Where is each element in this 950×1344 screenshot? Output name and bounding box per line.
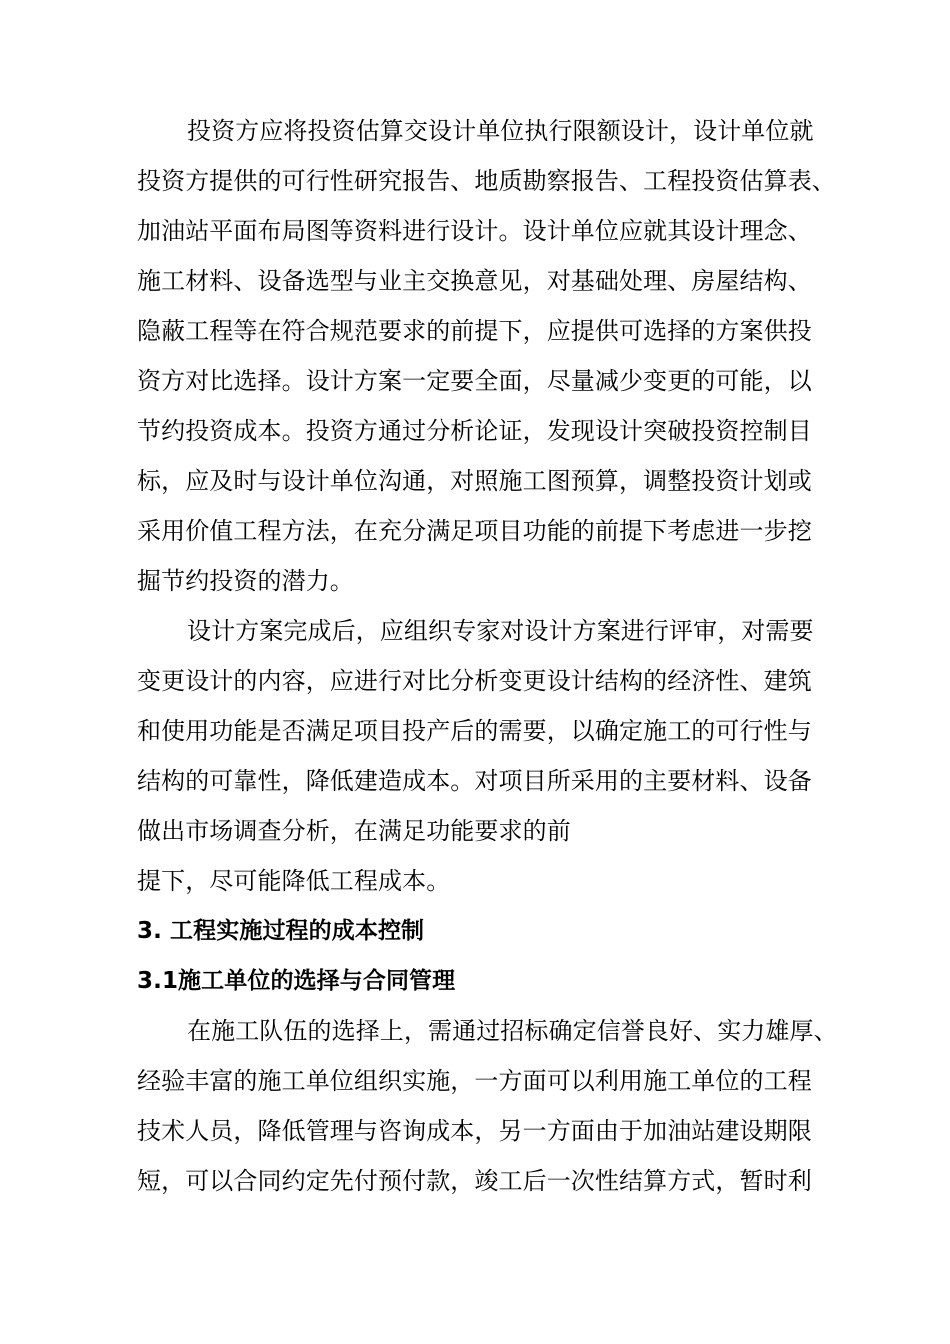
paragraph-3-line-4: 短，可以合同约定先付预付款，竣工后一次性结算方式，暂时利 [137, 1167, 812, 1195]
section-heading-3: 3. 工程实施过程的成本控制 [137, 918, 425, 944]
paragraph-1-line-3: 加油站平面布局图等资料进行设计。设计单位应就其设计理念、 [137, 217, 812, 245]
paragraph-1-line-5: 隐蔽工程等在符合规范要求的前提下，应提供可选择的方案供投 [137, 317, 812, 345]
paragraph-1-line-4: 施工材料、设备选型与业主交换意见，对基础处理、房屋结构、 [137, 267, 812, 295]
paragraph-2-line-5: 做出市场调查分析，在满足功能要求的前 [137, 817, 571, 845]
paragraph-1-line-7: 节约投资成本。投资方通过分析论证，发现设计突破投资控制目 [137, 417, 812, 445]
paragraph-1-line-10: 掘节约投资的潜力。 [137, 567, 354, 595]
paragraph-1-line-1: 投资方应将投资估算交设计单位执行限额设计，设计单位就 [187, 117, 814, 145]
paragraph-3-line-2: 经验丰富的施工单位组织实施，一方面可以利用施工单位的工程 [137, 1067, 812, 1095]
paragraph-2-line-4: 结构的可靠性，降低建造成本。对项目所采用的主要材料、设备 [137, 767, 812, 795]
section-heading-3-1: 3.1施工单位的选择与合同管理 [137, 968, 456, 994]
paragraph-2-line-3: 和使用功能是否满足项目投产后的需要，以确定施工的可行性与 [137, 717, 812, 745]
paragraph-3-line-3: 技术人员，降低管理与咨询成本，另一方面由于加油站建设期限 [137, 1117, 812, 1145]
paragraph-1-line-2: 投资方提供的可行性研究报告、地质勘察报告、工程投资估算表、 [137, 167, 836, 195]
paragraph-2-line-1: 设计方案完成后，应组织专家对设计方案进行评审，对需要 [187, 617, 814, 645]
paragraph-3-line-1: 在施工队伍的选择上，需通过招标确定信誉良好、实力雄厚、 [187, 1017, 838, 1045]
paragraph-2-line-2: 变更设计的内容，应进行对比分析变更设计结构的经济性、建筑 [137, 667, 812, 695]
paragraph-2-line-6: 提下，尽可能降低工程成本。 [137, 867, 451, 895]
paragraph-1-line-8: 标，应及时与设计单位沟通，对照施工图预算，调整投资计划或 [137, 467, 812, 495]
paragraph-1-line-6: 资方对比选择。设计方案一定要全面，尽量减少变更的可能，以 [137, 367, 812, 395]
paragraph-1-line-9: 采用价值工程方法，在充分满足项目功能的前提下考虑进一步挖 [137, 517, 812, 545]
